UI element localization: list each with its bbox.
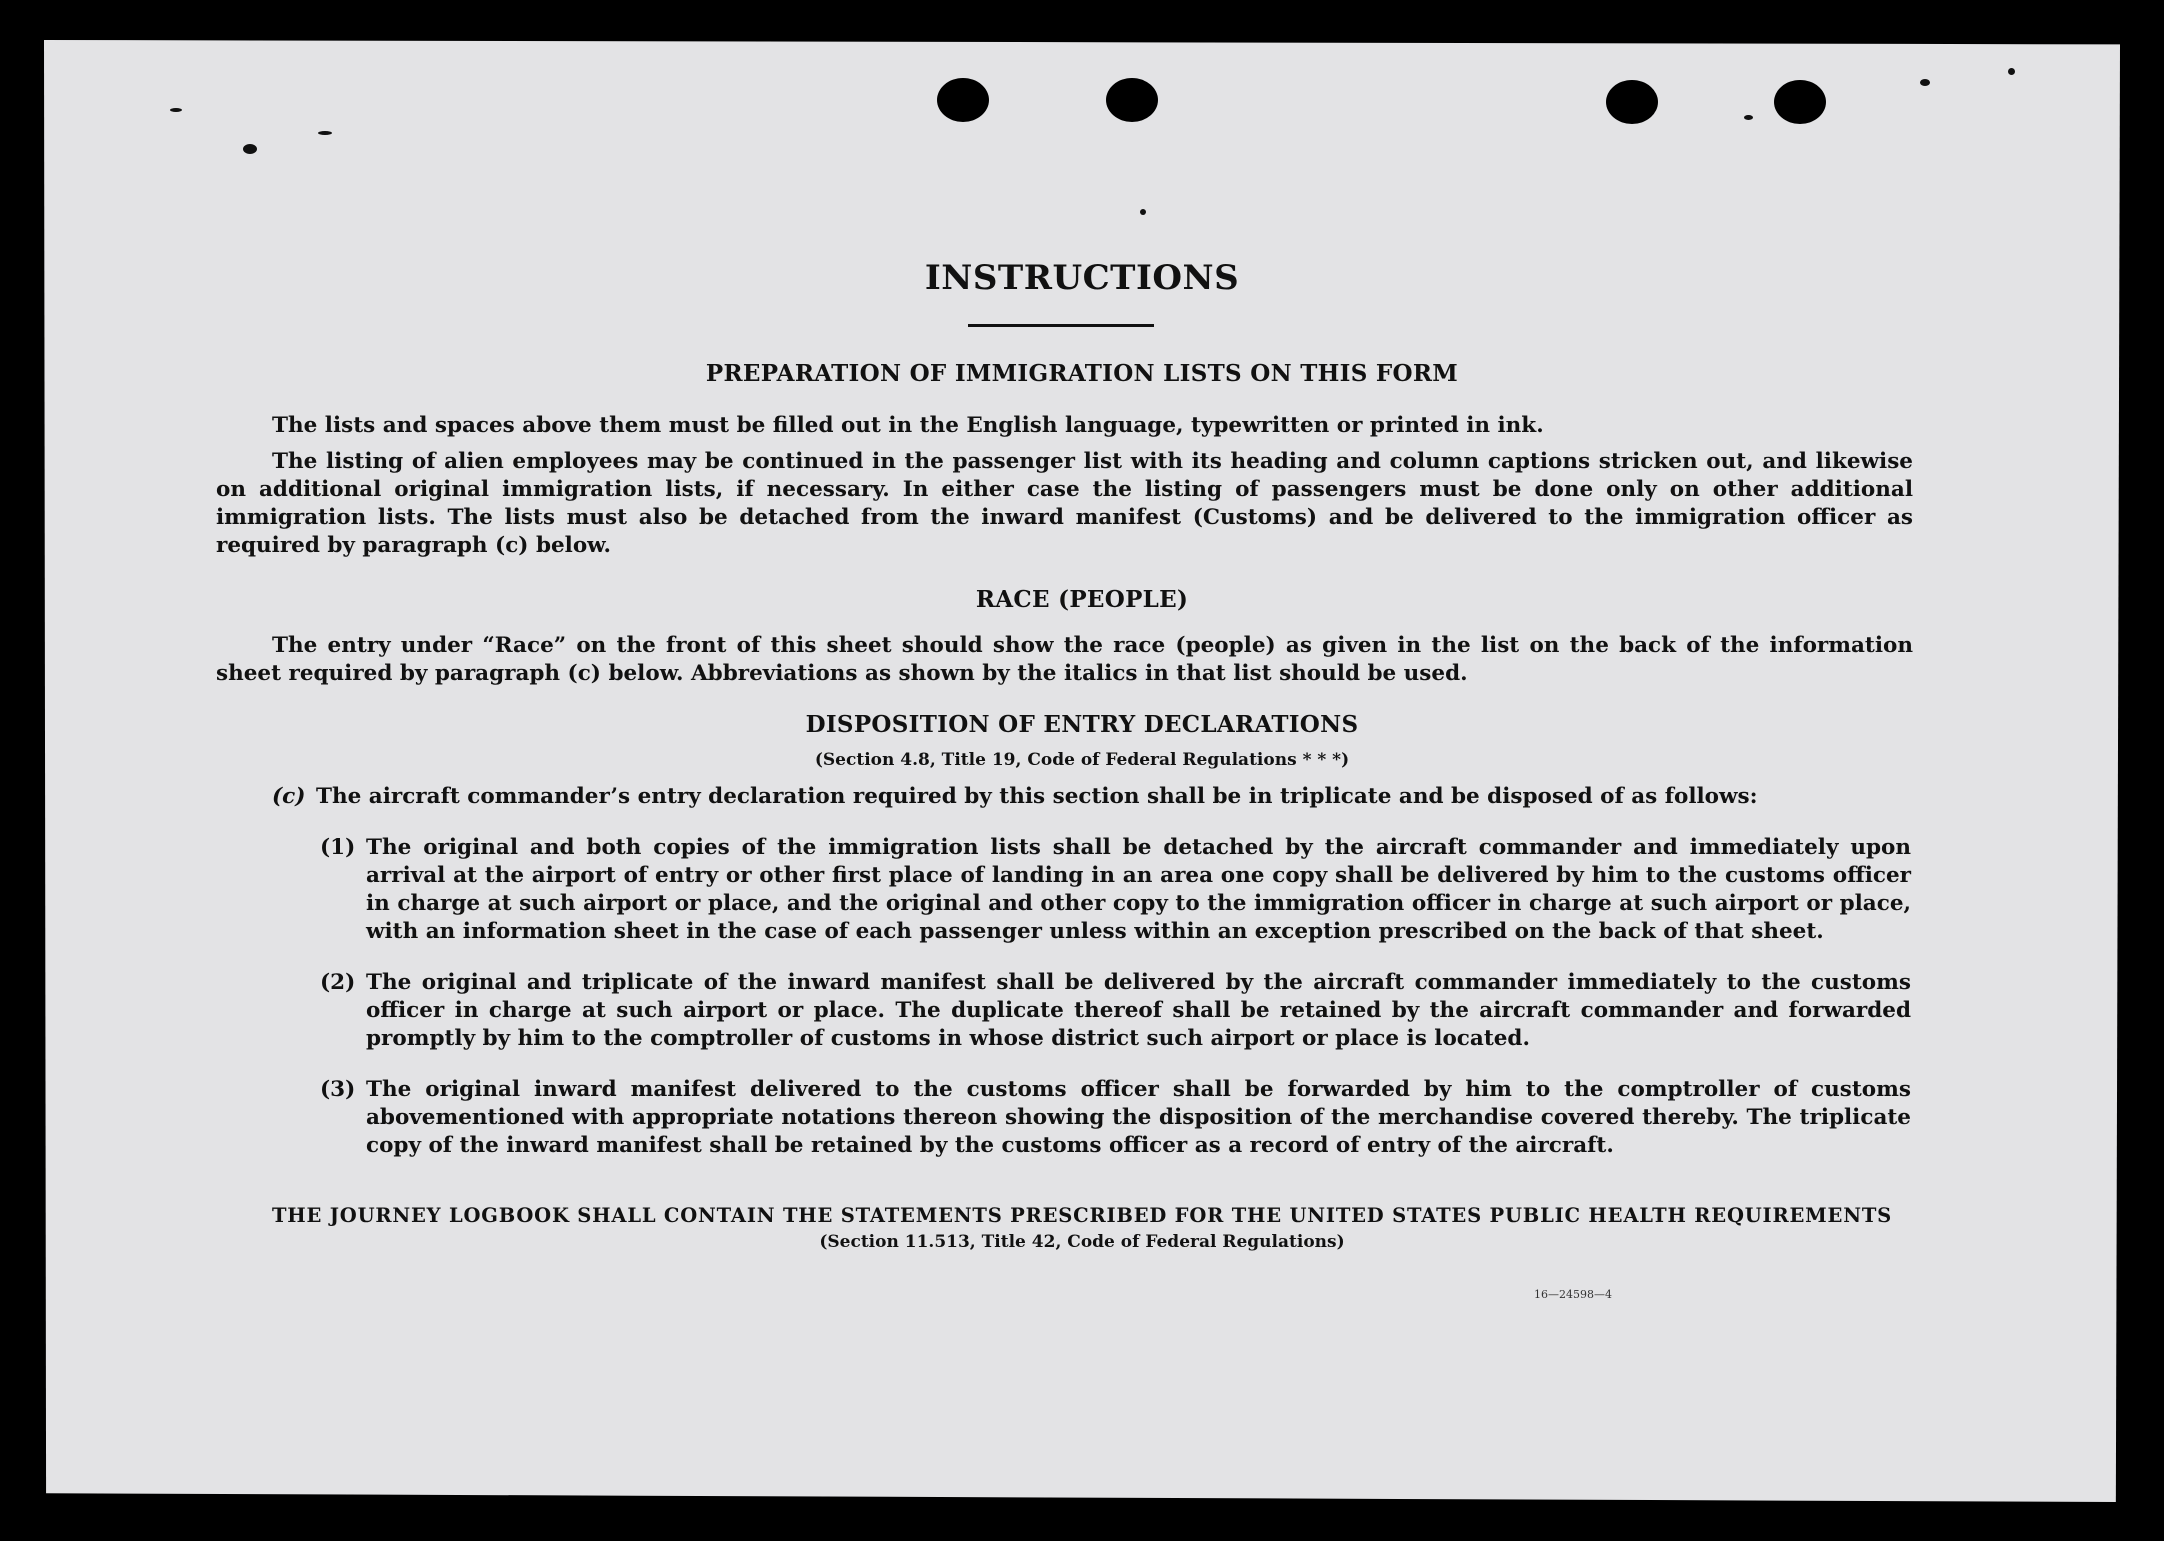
section-citation: (Section 4.8, Title 19, Code of Federal Regulations * * *)	[814, 750, 1350, 770]
paragraph-alien-employees: The listing of alien employees may be continued in the passenger list with its heading and column captions stricken out, and likewise on additional original immigration lists, if necessary. In either case the listing of passengers must be done only on other additional immigration lists. The lists must also be detached from the inward manifest (Customs) and be delivered to the immigration officer as required by paragraph (c) below.	[216, 449, 1913, 558]
form-number: 16—24598—4	[1534, 1288, 1612, 1301]
title-underline	[968, 324, 1154, 327]
list-item-immigration-lists: The original and both copies of the immigration lists shall be detached by the aircraft commander and immediately upon arrival at the airport of entry or other first place of landing in an area one copy shall be delivered by him to the customs officer in charge at such airport or place, and the original and other copy to the immigration officer in charge at such airport or place, with an information sheet in the case of each passenger unless within an exception prescribed on the back of that sheet.	[366, 835, 1911, 944]
footer-statement: THE JOURNEY LOGBOOK SHALL CONTAIN THE STATEMENTS PRESCRIBED FOR THE UNITED STATES PUBLIC HEALTH REQUIREMENTS	[271, 1204, 1893, 1227]
document-title: INSTRUCTIONS	[924, 258, 1240, 298]
list-item-customs-officer: The original inward manifest delivered to the customs officer shall be forwarded by him to the comptroller of customs abovementioned with appropriate notations thereon showing the disposition of the merchandise covered thereby. The triplicate copy of the inward manifest shall be retained by the customs officer as a record of entry of the aircraft.	[366, 1077, 1911, 1158]
item-number: (2)	[320, 970, 356, 995]
paragraph-language: The lists and spaces above them must be filled out in the English language, typewritten or printed in ink.	[272, 413, 1544, 438]
section-heading-preparation: PREPARATION OF IMMIGRATION LISTS ON THIS FORM	[705, 360, 1459, 387]
intro-label: (c)	[272, 784, 306, 809]
paragraph-race: The entry under “Race” on the front of this sheet should show the race (people) as given in the list on the back of the information sheet required by paragraph (c) below. Abbreviations as shown by the italics in that list should be used.	[216, 633, 1913, 686]
section-heading-race: RACE (PEOPLE)	[975, 586, 1189, 613]
section-heading-disposition: DISPOSITION OF ENTRY DECLARATIONS	[805, 711, 1359, 738]
footer-citation: (Section 11.513, Title 42, Code of Federal Regulations)	[819, 1232, 1345, 1252]
item-number: (1)	[320, 835, 356, 860]
item-number: (3)	[320, 1077, 356, 1102]
intro-paragraph: The aircraft commander’s entry declaration required by this section shall be in triplicate and be disposed of as follows:	[316, 784, 1758, 809]
list-item-inward-manifest: The original and triplicate of the inward manifest shall be delivered by the aircraft commander immediately to the customs officer in charge at such airport or place. The duplicate thereof shall be retained by the aircraft commander and forwarded promptly by him to the comptroller of customs in whose district such airport or place is located.	[366, 970, 1911, 1051]
